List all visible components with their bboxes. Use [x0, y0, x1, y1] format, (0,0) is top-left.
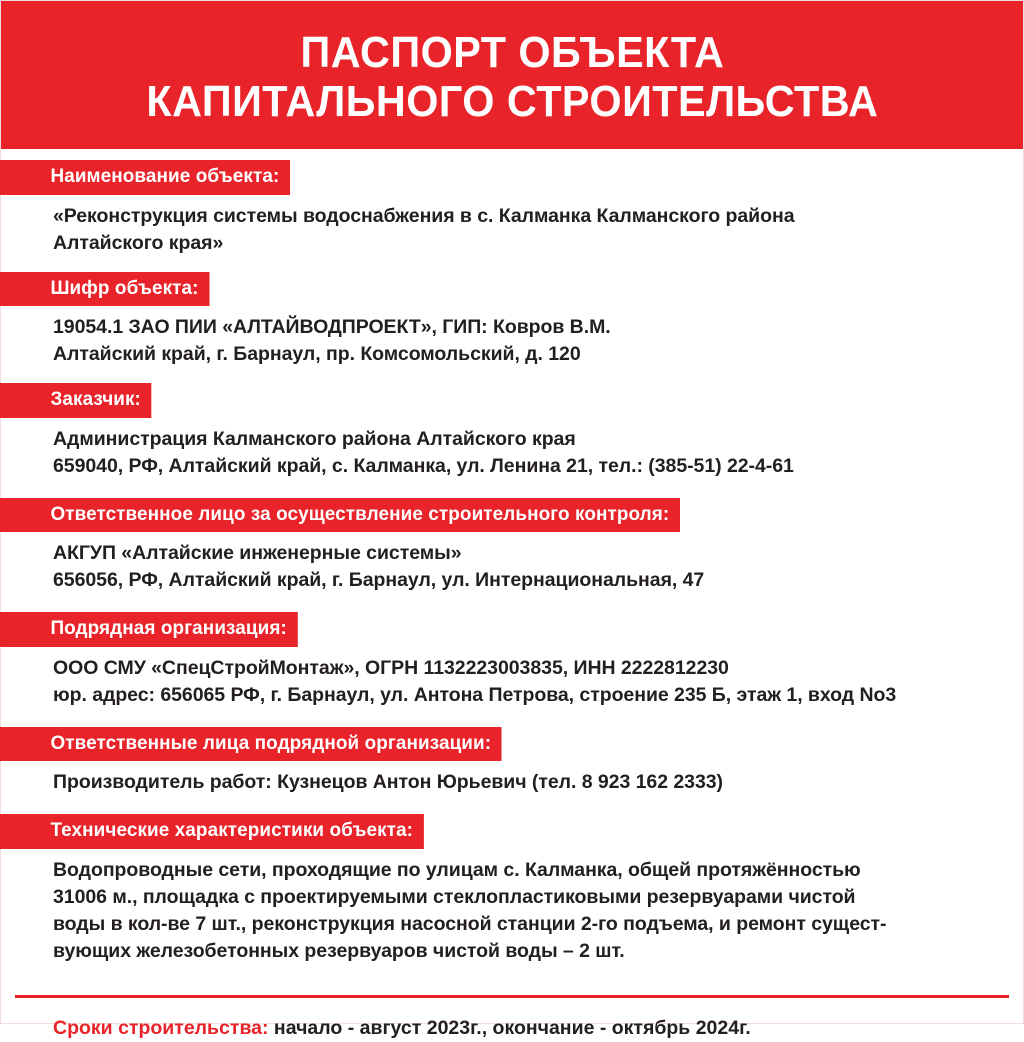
body-technical — [1, 849, 1023, 965]
spacer — [1, 709, 1023, 727]
section-customer — [1, 383, 1023, 418]
poster-body — [1, 160, 1023, 1042]
label-customer: Заказчик: — [0, 383, 152, 418]
object-code-line-1: 19054.1 ЗАО ПИИ «АЛТАЙВОДПРОЕКТ», ГИП: Ковров В.М. — [53, 316, 611, 338]
poster-title-line-2: КАПИТАЛЬНОГО СТРОИТЕЛЬСТВА — [145, 77, 879, 126]
spacer — [1, 368, 1023, 383]
poster-title-line-1: ПАСПОРТ ОБЪЕКТА — [300, 27, 724, 77]
deadlines-value: начало - август 2023г., окончание - октябрь 2024г. — [268, 1016, 751, 1039]
customer-line-2: 659040, РФ, Алтайский край, с. Калманка, ул. Ленина 21, тел.: (385-51) 22-4-61 — [53, 454, 794, 477]
label-contractor: Подрядная организация: — [0, 612, 298, 647]
section-contractor-persons — [1, 727, 1023, 762]
label-supervision: Ответственное лицо за осуществление строительного контроля: — [0, 498, 680, 533]
body-contractor-persons — [1, 761, 1023, 796]
spacer — [1, 480, 1023, 498]
label-contractor-persons: Ответственные лица подрядной организации: — [0, 727, 502, 762]
footer-deadlines — [1, 998, 1023, 1042]
body-object-name — [1, 195, 1023, 257]
technical-line-3: воды в кол-ве 7 шт., реконструкция насосной станции 2-го подъема, и ремонт сущест- — [53, 912, 887, 935]
deadlines-label: Сроки строительства: — [53, 1016, 269, 1039]
body-supervision — [1, 532, 1023, 594]
object-name-line-2: Алтайского края» — [53, 231, 224, 254]
technical-line-2: 31006 м., площадка с проектируемыми стеклопластиковыми резервуарами чистой — [53, 885, 856, 908]
supervision-line-1: АКГУП «Алтайские инженерные системы» — [53, 542, 462, 564]
supervision-line-2: 656056, РФ, Алтайский край, г. Барнаул, ул. Интернациональная, 47 — [53, 569, 705, 591]
spacer — [1, 965, 1023, 995]
object-code-line-2: Алтайский край, г. Барнаул, пр. Комсомольский, д. 120 — [53, 343, 581, 365]
object-name-line-1: «Реконструкция системы водоснабжения в с. Калманка Калманского района — [53, 204, 795, 227]
section-object-code — [1, 272, 1023, 307]
contractor-line-2: юр. адрес: 656065 РФ, г. Барнаул, ул. Антона Петрова, строение 235 Б, этаж 1, вход No3 — [53, 683, 897, 706]
label-technical: Технические характеристики объекта: — [0, 814, 424, 849]
technical-line-4: вующих железобетонных резервуаров чистой воды – 2 шт. — [53, 939, 625, 962]
spacer — [1, 796, 1023, 814]
body-customer — [1, 418, 1023, 480]
section-contractor — [1, 612, 1023, 647]
contractor-persons-line-1: Производитель работ: Кузнецов Антон Юрьевич (тел. 8 923 162 2333) — [53, 771, 723, 793]
spacer — [1, 594, 1023, 612]
deadlines-text — [53, 1015, 983, 1042]
label-object-name: Наименование объекта: — [0, 160, 290, 195]
label-object-code: Шифр объекта: — [0, 272, 209, 307]
spacer — [1, 257, 1023, 272]
section-supervision — [1, 498, 1023, 533]
section-technical — [1, 814, 1023, 849]
section-object-name — [1, 160, 1023, 195]
customer-line-1: Администрация Калманского района Алтайского края — [53, 427, 576, 450]
contractor-line-1: ООО СМУ «СпецСтройМонтаж», ОГРН 1132223003835, ИНН 2222812230 — [53, 656, 729, 679]
body-contractor — [1, 647, 1023, 709]
poster-header — [1, 1, 1023, 149]
body-object-code — [1, 306, 1023, 368]
technical-line-1: Водопроводные сети, проходящие по улицам с. Калманка, общей протяжённостью — [53, 858, 861, 881]
header-separator — [1, 149, 1023, 160]
